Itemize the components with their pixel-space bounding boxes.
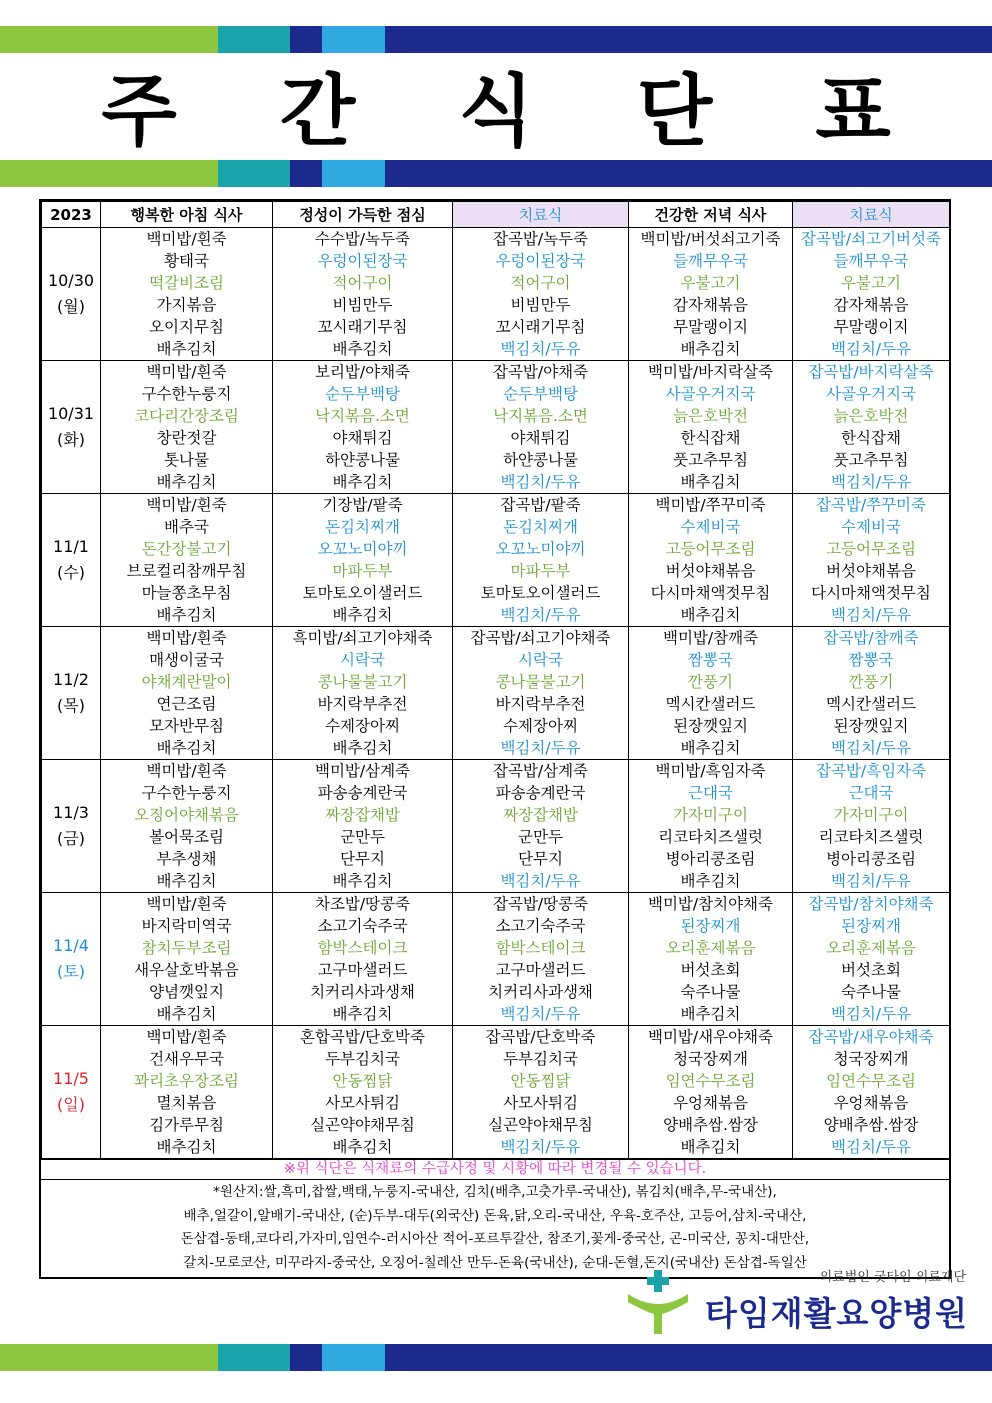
meal-cell — [793, 627, 950, 760]
menu-item: 잡곡밥/녹두죽 — [492, 230, 589, 248]
meal-cell — [453, 228, 629, 361]
menu-item: 백미밥/흑임자죽 — [655, 762, 766, 780]
menu-item: 두부김치국 — [503, 1050, 578, 1068]
day-cell — [42, 494, 101, 627]
menu-item: 적어구이 — [332, 274, 393, 292]
menu-item: 함박스테이크 — [317, 939, 408, 957]
menu-item: 백미밥/바지락살죽 — [647, 363, 773, 381]
menu-item: 멸치볶음 — [156, 1094, 217, 1112]
menu-item: 사골우거지국 — [665, 385, 756, 403]
meal-cell — [793, 893, 950, 1026]
meal-cell — [629, 494, 793, 627]
menu-item: 들깨무우국 — [833, 252, 909, 270]
menu-item: 백김치/두유 — [500, 473, 581, 491]
day-cell — [42, 361, 101, 494]
menu-item: 단무지 — [340, 850, 385, 868]
menu-item: 군만두 — [518, 828, 563, 846]
menu-item: 청국장찌개 — [673, 1050, 748, 1068]
menu-item: 배추국 — [164, 518, 209, 536]
menu-item: 양배추쌈.쌈장 — [823, 1116, 919, 1134]
day-date: 11/4 — [53, 936, 89, 955]
meal-cell — [453, 627, 629, 760]
menu-item: 시락국 — [518, 651, 563, 669]
menu-item: 근대국 — [848, 784, 894, 802]
menu-item: 백김치/두유 — [830, 872, 912, 890]
menu-item: 한식잡채 — [841, 429, 901, 447]
menu-item: 매생이굴국 — [149, 651, 224, 669]
menu-item: 실곤약야채무침 — [488, 1116, 593, 1134]
day-weekday: (화) — [57, 430, 85, 449]
menu-item: 잡곡밥/바지락살죽 — [808, 363, 934, 381]
meal-cell — [273, 893, 453, 1026]
menu-item: 바지락미역국 — [141, 917, 232, 935]
menu-item: 배추김치 — [680, 1138, 741, 1156]
menu-item: 사모사튀김 — [503, 1094, 578, 1112]
menu-item: 두부김치국 — [325, 1050, 400, 1068]
menu-item: 한식잡채 — [680, 429, 741, 447]
hospital-cross-logo-icon — [626, 1270, 690, 1334]
menu-item: 기장밥/팥죽 — [322, 496, 403, 514]
menu-item: 돈간장불고기 — [141, 540, 232, 558]
menu-item: 짜장잡채밥 — [325, 806, 400, 824]
menu-item: 백김치/두유 — [500, 739, 581, 757]
menu-item: 오리훈제볶음 — [826, 939, 916, 957]
menu-item: 야채튀김 — [510, 429, 571, 447]
menu-item: 배추김치 — [332, 606, 393, 624]
menu-item: 적어구이 — [510, 274, 571, 292]
menu-item: 순두부백탕 — [325, 385, 400, 403]
menu-item: 낙지볶음.소면 — [315, 407, 410, 425]
menu-item: 깐풍기 — [848, 673, 894, 691]
day-row — [42, 228, 950, 361]
menu-item: 백김치/두유 — [500, 872, 581, 890]
menu-item: 낙지볶음.소면 — [493, 407, 588, 425]
menu-item: 고등어무조림 — [826, 540, 916, 558]
meal-cell — [453, 494, 629, 627]
menu-item: 단무지 — [518, 850, 563, 868]
meal-cell — [453, 760, 629, 893]
menu-item: 토마토오이샐러드 — [480, 584, 601, 602]
meal-cell — [629, 228, 793, 361]
menu-item: 수제장아찌 — [503, 717, 578, 735]
menu-item: 고등어무조림 — [665, 540, 756, 558]
meal-cell — [629, 893, 793, 1026]
weekly-menu-table — [39, 199, 951, 1279]
menu-item: 배추김치 — [680, 606, 741, 624]
menu-item: 참치두부조림 — [141, 939, 232, 957]
day-weekday: (토) — [57, 962, 85, 981]
menu-item: 콩나물불고기 — [317, 673, 408, 691]
origin-line: 갈치-모로코산, 미꾸라지-중국산, 오징어-칠레산 만두-돈육(국내산), 순대-돈혈,돈지(국내산) 돈삼겹-독일산 — [183, 1254, 807, 1271]
menu-item: 배추김치 — [156, 340, 217, 358]
menu-item: 치커리사과생채 — [488, 983, 593, 1001]
lunch-header: 정성이 가득한 점심 — [273, 202, 453, 228]
meal-cell — [273, 361, 453, 494]
menu-item: 실곤약야채무침 — [310, 1116, 415, 1134]
menu-item: 오꼬노미야끼 — [317, 540, 408, 558]
menu-item: 비빔만두 — [510, 296, 571, 314]
menu-item: 잡곡밥/쇠고기야채죽 — [470, 629, 611, 647]
menu-item: 오리훈제볶음 — [665, 939, 756, 957]
menu-item: 구수한누룽지 — [141, 385, 232, 403]
origin-line: *원산지:쌀,흑미,찹쌀,백태,누룽지-국내산, 김치(배추,고춧가루-국내산), 볶김치(배추,무-국내산), — [213, 1184, 777, 1200]
menu-item: 토마토오이샐러드 — [302, 584, 423, 602]
menu-item: 우엉채볶음 — [673, 1094, 748, 1112]
menu-item: 시락국 — [340, 651, 385, 669]
menu-item: 소고기숙주국 — [317, 917, 408, 935]
menu-item: 백미밥/참치야채죽 — [647, 895, 773, 913]
menu-item: 배추김치 — [332, 872, 393, 890]
meal-cell — [101, 228, 273, 361]
menu-item: 백김치/두유 — [830, 1138, 912, 1156]
menu-item: 꽈리초우장조림 — [134, 1072, 239, 1090]
menu-item: 흑미밥/쇠고기야채죽 — [292, 629, 433, 647]
menu-item: 바지락부추전 — [495, 695, 586, 713]
menu-item: 배추김치 — [156, 872, 217, 890]
menu-item: 야채계란말이 — [141, 673, 232, 691]
menu-item: 마늘쫑초무침 — [141, 584, 232, 602]
menu-item: 수제비국 — [841, 518, 901, 536]
menu-item: 배추김치 — [680, 739, 741, 757]
menu-item: 가지볶음 — [156, 296, 217, 314]
meal-cell — [793, 228, 950, 361]
menu-item: 양배추쌈.쌈장 — [663, 1116, 758, 1134]
menu-item: 바지락부추전 — [317, 695, 408, 713]
menu-item: 배추김치 — [680, 1005, 741, 1023]
meal-cell — [453, 361, 629, 494]
menu-item: 우불고기 — [841, 274, 901, 292]
menu-item: 배추김치 — [156, 739, 217, 757]
hospital-name: 타임재활요양병원 — [704, 1294, 968, 1333]
menu-item: 버섯초회 — [841, 961, 901, 979]
meal-cell — [629, 361, 793, 494]
menu-item: 새우살호박볶음 — [134, 961, 239, 979]
menu-item: 백미밥/흰죽 — [146, 895, 227, 913]
menu-item: 배추김치 — [156, 473, 217, 491]
menu-item: 꼬시래기무침 — [317, 318, 408, 336]
top-stripe — [0, 26, 992, 53]
menu-item: 감자채볶음 — [673, 296, 748, 314]
menu-item: 군만두 — [340, 828, 385, 846]
menu-item: 백미밥/삼계죽 — [314, 762, 411, 780]
menu-item: 우렁이된장국 — [317, 252, 408, 270]
menu-item: 감자채볶음 — [833, 296, 909, 314]
menu-item: 사모사튀김 — [325, 1094, 400, 1112]
menu-item: 순두부백탕 — [503, 385, 578, 403]
menu-item: 브로컬리참깨무침 — [126, 562, 247, 580]
menu-item: 우불고기 — [680, 274, 741, 292]
menu-item: 혼합곡밥/단호박죽 — [299, 1028, 425, 1046]
menu-item: 수제비국 — [680, 518, 741, 536]
menu-item: 백미밥/새우야채죽 — [647, 1028, 773, 1046]
menu-item: 배추김치 — [332, 473, 393, 491]
menu-item: 배추김치 — [156, 1005, 217, 1023]
menu-item: 짜장잡채밥 — [503, 806, 578, 824]
menu-item: 병아리콩조림 — [826, 850, 916, 868]
menu-item: 다시마채액젓무침 — [650, 584, 771, 602]
menu-item: 배추김치 — [332, 1138, 393, 1156]
menu-item: 백김치/두유 — [830, 340, 912, 358]
menu-item: 잡곡밥/땅콩죽 — [492, 895, 589, 913]
menu-item: 백미밥/흰죽 — [146, 363, 227, 381]
menu-item: 부추생채 — [156, 850, 217, 868]
lunch-therapy-header: 치료식 — [453, 202, 629, 228]
foundation-name: 의료법인 굿타임 의료재단 — [819, 1270, 966, 1285]
menu-item: 된장찌개 — [841, 917, 901, 935]
day-date: 11/3 — [53, 803, 89, 822]
menu-item: 오꼬노미야끼 — [495, 540, 586, 558]
meal-cell — [101, 361, 273, 494]
menu-item: 마파두부 — [332, 562, 393, 580]
menu-item: 배추김치 — [156, 606, 217, 624]
menu-item: 백미밥/흰죽 — [146, 762, 227, 780]
day-row — [42, 361, 950, 494]
menu-item: 깐풍기 — [688, 673, 733, 691]
day-date: 11/5 — [53, 1069, 89, 1088]
menu-item: 우렁이된장국 — [495, 252, 586, 270]
menu-item: 된장깻잎지 — [833, 717, 909, 735]
menu-item: 백김치/두유 — [500, 340, 581, 358]
menu-item: 꼬시래기무침 — [495, 318, 586, 336]
menu-item: 돈김치찌개 — [325, 518, 400, 536]
menu-item: 오징어야채볶음 — [134, 806, 239, 824]
menu-item: 풋고추무침 — [833, 451, 909, 469]
menu-item: 백미밥/참깨죽 — [662, 629, 759, 647]
meal-cell — [629, 760, 793, 893]
menu-item: 하얀콩나물 — [325, 451, 400, 469]
dinner-therapy-header: 치료식 — [793, 202, 950, 228]
menu-item: 구수한누룽지 — [141, 784, 232, 802]
origin-info — [41, 1179, 949, 1277]
menu-item: 양념깻잎지 — [149, 983, 224, 1001]
day-weekday: (목) — [57, 696, 85, 715]
menu-item: 안동찜닭 — [332, 1072, 393, 1090]
origin-line: 돈삼겹-동태,코다리,가자미,임연수-러시아산 적어-포르투갈산, 참조기,꽃게-중국산, 곤-미국산, 꽁치-대만산, — [180, 1231, 810, 1247]
menu-item: 돈김치찌개 — [503, 518, 578, 536]
dinner-header: 건강한 저녁 식사 — [629, 202, 793, 228]
menu-item: 버섯야채볶음 — [826, 562, 916, 580]
menu-item: 풋고추무침 — [673, 451, 748, 469]
header-row — [42, 202, 950, 228]
title-stripe — [0, 160, 992, 187]
menu-item: 백미밥/흰죽 — [146, 629, 227, 647]
meal-cell — [629, 1026, 793, 1159]
menu-item: 배추김치 — [680, 473, 741, 491]
menu-item: 임연수무조림 — [826, 1072, 916, 1090]
menu-item: 잡곡밥/삼계죽 — [492, 762, 589, 780]
meal-cell — [453, 893, 629, 1026]
meal-cell — [101, 494, 273, 627]
menu-item: 백미밥/흰죽 — [146, 230, 227, 248]
day-cell — [42, 1026, 101, 1159]
menu-item: 짬뽕국 — [688, 651, 733, 669]
meal-cell — [453, 1026, 629, 1159]
menu-item: 차조밥/땅콩죽 — [314, 895, 411, 913]
meal-cell — [793, 494, 950, 627]
meal-cell — [273, 1026, 453, 1159]
meal-cell — [273, 760, 453, 893]
menu-item: 병아리콩조림 — [665, 850, 756, 868]
menu-item: 비빔만두 — [332, 296, 393, 314]
meal-cell — [101, 760, 273, 893]
day-weekday: (수) — [57, 563, 85, 582]
menu-item: 잡곡밥/참치야채죽 — [808, 895, 934, 913]
menu-item: 야채튀김 — [332, 429, 393, 447]
meal-cell — [101, 893, 273, 1026]
hospital-logo — [622, 1266, 968, 1338]
menu-item: 늙은호박전 — [833, 407, 909, 425]
menu-item: 청국장찌개 — [833, 1050, 909, 1068]
menu-item: 가자미구이 — [673, 806, 748, 824]
breakfast-header: 행복한 아침 식사 — [101, 202, 273, 228]
menu-item: 무말랭이지 — [833, 318, 909, 336]
menu-item: 수제장아찌 — [325, 717, 400, 735]
menu-item: 잡곡밥/새우야채죽 — [808, 1028, 934, 1046]
menu-item: 콩나물불고기 — [495, 673, 586, 691]
menu-item: 안동찜닭 — [510, 1072, 571, 1090]
menu-item: 배추김치 — [680, 340, 741, 358]
meal-cell — [101, 627, 273, 760]
day-row — [42, 494, 950, 627]
menu-item: 잡곡밥/쭈꾸미죽 — [815, 496, 927, 514]
menu-item: 오이지무침 — [149, 318, 224, 336]
menu-item: 파송송계란국 — [495, 784, 586, 802]
menu-item: 고구마샐러드 — [317, 961, 408, 979]
menu-item: 함박스테이크 — [495, 939, 586, 957]
page-title: 주 간 식 단 표 — [101, 67, 929, 157]
meal-cell — [273, 228, 453, 361]
menu-item: 잡곡밥/단호박죽 — [485, 1028, 596, 1046]
day-cell — [42, 627, 101, 760]
menu-item: 백미밥/흰죽 — [146, 1028, 227, 1046]
meal-cell — [273, 494, 453, 627]
menu-item: 배추김치 — [332, 340, 393, 358]
menu-item: 사골우거지국 — [826, 385, 916, 403]
menu-item: 수수밥/녹두죽 — [314, 230, 411, 248]
menu-item: 하얀콩나물 — [503, 451, 578, 469]
menu-item: 배추김치 — [332, 739, 393, 757]
menu-item: 백미밥/버섯쇠고기죽 — [640, 230, 781, 248]
menu-item: 백김치/두유 — [830, 473, 912, 491]
menu-item: 배추김치 — [332, 1005, 393, 1023]
day-row — [42, 627, 950, 760]
menu-item: 잡곡밥/흑임자죽 — [815, 762, 927, 780]
day-row — [42, 1026, 950, 1159]
menu-item: 리코타치즈샐럿 — [818, 828, 924, 846]
menu-item: 백김치/두유 — [830, 739, 912, 757]
day-row — [42, 893, 950, 1026]
menu-item: 볼어묵조림 — [149, 828, 224, 846]
menu-item: 백김치/두유 — [830, 1005, 912, 1023]
menu-item: 코다리간장조림 — [134, 407, 239, 425]
menu-item: 멕시칸샐러드 — [826, 695, 916, 713]
meal-cell — [101, 1026, 273, 1159]
day-weekday: (일) — [57, 1095, 85, 1114]
menu-item: 된장깻잎지 — [673, 717, 748, 735]
menu-item: 가자미구이 — [833, 806, 909, 824]
menu-item: 우엉채볶음 — [833, 1094, 909, 1112]
menu-item: 무말랭이지 — [673, 318, 748, 336]
menu-item: 들깨무우국 — [673, 252, 748, 270]
day-cell — [42, 228, 101, 361]
meal-cell — [793, 1026, 950, 1159]
day-date: 11/2 — [53, 670, 89, 689]
menu-item: 멕시칸샐러드 — [665, 695, 756, 713]
menu-item: 잡곡밥/야채죽 — [492, 363, 589, 381]
day-row — [42, 760, 950, 893]
menu-item: 김가루무침 — [149, 1116, 224, 1134]
menu-item: 늙은호박전 — [673, 407, 748, 425]
day-date: 10/30 — [47, 271, 95, 290]
menu-item: 톳나물 — [164, 451, 209, 469]
menu-item: 백김치/두유 — [500, 1005, 581, 1023]
menu-item: 건새우무국 — [149, 1050, 224, 1068]
menu-item: 마파두부 — [510, 562, 571, 580]
menu-item: 파송송계란국 — [317, 784, 408, 802]
menu-item: 버섯초회 — [680, 961, 741, 979]
menu-item: 짬뽕국 — [848, 651, 894, 669]
meal-cell — [793, 760, 950, 893]
day-weekday: (월) — [57, 297, 85, 316]
menu-item: 백김치/두유 — [830, 606, 912, 624]
day-date: 11/1 — [53, 537, 89, 556]
menu-item: 떡갈비조림 — [149, 274, 224, 292]
origin-line: 배추,얼갈이,알배기-국내산, (순)두부-대두(외국산) 돈육,닭,오리-국내산, 우육-호주산, 고등어,삼치-국내산, — [183, 1207, 807, 1224]
menu-item: 황태국 — [164, 252, 209, 270]
menu-item: 고구마샐러드 — [495, 961, 586, 979]
menu-item: 잡곡밥/쇠고기버섯죽 — [801, 230, 941, 248]
menu-item: 연근조림 — [156, 695, 217, 713]
menu-item: 모자반무침 — [149, 717, 224, 735]
menu-change-notice: ※위 식단은 식재료의 수급사정 및 시황에 따라 변경될 수 있습니다. — [41, 1159, 949, 1179]
menu-item: 잡곡밥/참깨죽 — [823, 629, 919, 647]
menu-item: 배추김치 — [156, 1138, 217, 1156]
menu-item: 보리밥/야채죽 — [314, 363, 411, 381]
menu-item: 백김치/두유 — [500, 1138, 581, 1156]
menu-item: 잡곡밥/팥죽 — [500, 496, 581, 514]
menu-item: 리코타치즈샐럿 — [658, 828, 763, 846]
day-weekday: (금) — [57, 829, 85, 848]
menu-item: 치커리사과생채 — [310, 983, 415, 1001]
menu-item: 백미밥/흰죽 — [146, 496, 227, 514]
bottom-stripe — [0, 1344, 992, 1371]
menu-item: 백김치/두유 — [500, 606, 581, 624]
menu-item: 배추김치 — [680, 872, 741, 890]
day-cell — [42, 760, 101, 893]
menu-item: 숙주나물 — [680, 983, 741, 1001]
menu-item: 소고기숙주국 — [495, 917, 586, 935]
menu-item: 버섯야채볶음 — [665, 562, 756, 580]
menu-item: 숙주나물 — [841, 983, 901, 1001]
meal-cell — [273, 627, 453, 760]
day-date: 10/31 — [47, 404, 95, 423]
meal-cell — [793, 361, 950, 494]
menu-item: 임연수무조림 — [665, 1072, 756, 1090]
meal-cell — [629, 627, 793, 760]
year-header: 2023 — [42, 202, 101, 228]
menu-item: 근대국 — [688, 784, 733, 802]
menu-item: 백미밥/쭈꾸미죽 — [655, 496, 766, 514]
menu-item: 다시마채액젓무침 — [811, 584, 931, 602]
menu-item: 창란젓갈 — [156, 429, 217, 447]
menu-item: 된장찌개 — [680, 917, 741, 935]
day-cell — [42, 893, 101, 1026]
